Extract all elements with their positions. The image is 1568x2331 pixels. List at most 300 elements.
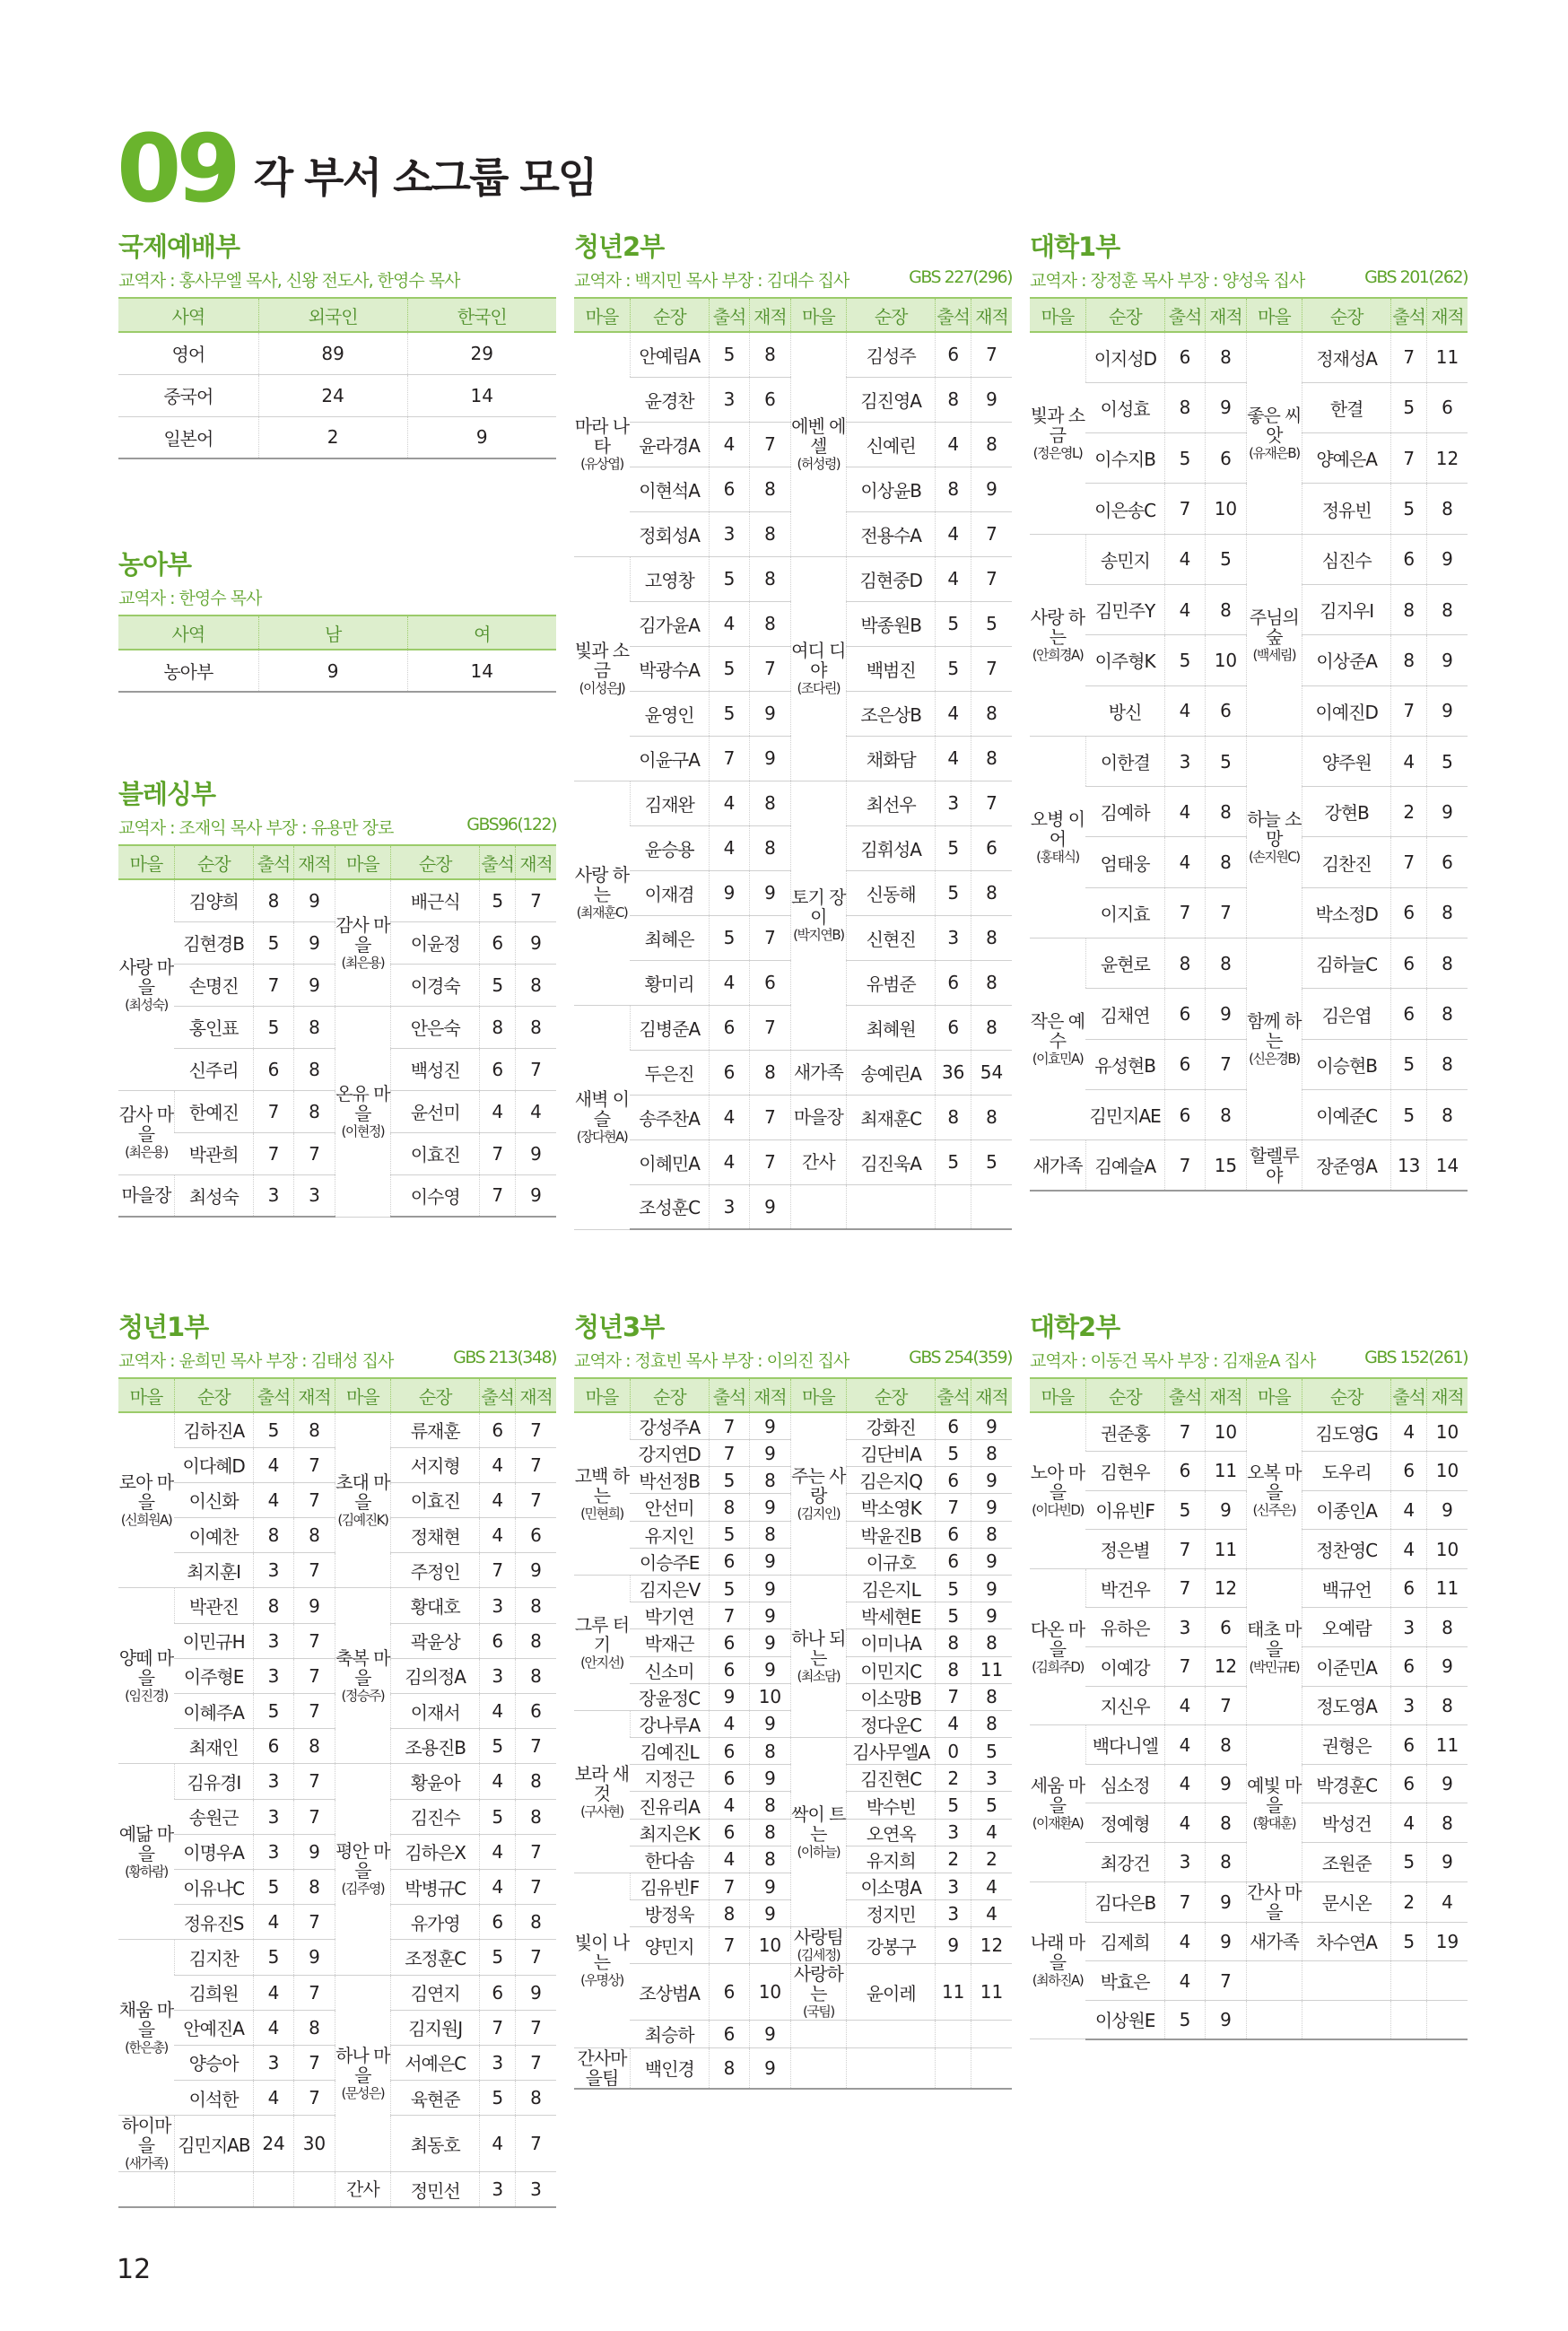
enrolled: 9: [971, 467, 1012, 511]
table-cell: 9: [258, 650, 407, 692]
blessing-block: [118, 779, 556, 1218]
col-header: 마을: [1246, 1378, 1302, 1412]
village-leader: (김예진K): [337, 1512, 388, 1529]
col-header: 순장: [847, 298, 936, 332]
section-title: 각 부서 소그룹 모임: [253, 153, 597, 202]
attendance: 4: [480, 1518, 516, 1553]
col-header: 사역: [118, 615, 258, 650]
enrolled: 10: [1427, 1412, 1468, 1452]
empty-cell: [1246, 1961, 1302, 2001]
col-header: 마을: [790, 1378, 846, 1412]
enrolled: 8: [971, 422, 1012, 467]
leader-name: 양민지: [630, 1927, 709, 1964]
attendance: 7: [1164, 1647, 1205, 1687]
attendance: 7: [709, 1927, 749, 1964]
leader-name: 김양희: [174, 879, 253, 921]
gbs-count: GBS 213(348): [453, 1348, 556, 1367]
col-header: 출석: [1164, 298, 1205, 332]
attendance: 8: [936, 1656, 971, 1683]
village-cell: [790, 781, 846, 1050]
enrolled: 5: [1206, 736, 1246, 786]
leader-name: 유하은: [1085, 1608, 1164, 1647]
leader-name: 오연옥: [847, 1819, 936, 1846]
leader-name: 이미나A: [847, 1629, 936, 1656]
leader-name: 김하늘C: [1302, 939, 1391, 989]
village-name: 새가족: [793, 1061, 843, 1083]
leader-name: 윤라경A: [630, 422, 709, 467]
attendance: 3: [1391, 1608, 1427, 1647]
village-cell: [1030, 736, 1085, 938]
col-header: 출석: [253, 1378, 293, 1412]
leader-name: 김연지: [391, 1975, 480, 2010]
attendance: 4: [480, 1482, 516, 1517]
leader-name: 이재겸: [630, 870, 709, 915]
leader-name: 정유진S: [174, 1905, 253, 1940]
col-header: 출석: [480, 1378, 516, 1412]
table-row: [118, 1975, 556, 2010]
leader-name: 안예진A: [174, 2010, 253, 2045]
enrolled: 8: [1427, 1608, 1468, 1647]
leader-name: 이윤정: [391, 921, 480, 964]
enrolled: 9: [1206, 1764, 1246, 1803]
attendance: 3: [253, 1799, 293, 1834]
attendance: 4: [480, 1090, 516, 1132]
attendance: 6: [1391, 1452, 1427, 1491]
block-title: 블레싱부: [118, 779, 216, 809]
village-leader: (홍태식): [1036, 848, 1079, 865]
leader-name: 박광수A: [630, 646, 709, 691]
youth2-table: [574, 297, 1012, 1230]
village-leader: (문성은): [341, 2084, 385, 2101]
attendance: 4: [1391, 736, 1427, 786]
village-cell: [574, 1873, 630, 2048]
enrolled: 8: [516, 1658, 556, 1693]
enrolled: 8: [1427, 989, 1468, 1039]
table-row: [574, 1738, 1012, 1765]
leader-name: 이승현B: [1302, 1039, 1391, 1089]
attendance: 6: [1391, 1568, 1427, 1608]
enrolled: 7: [971, 556, 1012, 601]
enrolled: 8: [516, 2081, 556, 2116]
enrolled: 8: [971, 1683, 1012, 1710]
attendance: 5: [480, 1940, 516, 1975]
youth3-block: [574, 1312, 1012, 2090]
leader-name: 방신: [1085, 685, 1164, 736]
village-leader: (최소담): [797, 1668, 841, 1684]
enrolled: 7: [516, 1729, 556, 1764]
enrolled: 9: [294, 964, 335, 1006]
leader-name: 김유경I: [174, 1764, 253, 1799]
enrolled: 9: [750, 870, 790, 915]
col-header: 재적: [294, 845, 335, 879]
attendance: 6: [1391, 887, 1427, 938]
col-header: 재적: [1206, 1378, 1246, 1412]
table-cell: 9: [407, 416, 556, 458]
block-subtitle-row: [574, 1348, 1012, 1372]
enrolled: 9: [750, 1765, 790, 1792]
enrolled: 8: [971, 1005, 1012, 1050]
attendance: 4: [936, 422, 971, 467]
village-name: 사랑 하는: [1030, 606, 1085, 648]
enrolled: 7: [1206, 1039, 1246, 1089]
village-cell: [574, 2047, 630, 2089]
village-leader: (민현희): [580, 1505, 623, 1522]
attendance: 3: [936, 915, 971, 960]
leader-name: 이상윤B: [847, 467, 936, 511]
enrolled: 7: [294, 1905, 335, 1940]
attendance: 6: [480, 1412, 516, 1447]
leader-name: 김병준A: [630, 1005, 709, 1050]
leader-name: 박선정B: [630, 1467, 709, 1494]
village-cell: [335, 1588, 390, 1764]
enrolled: 8: [971, 1521, 1012, 1548]
attendance: 4: [253, 2010, 293, 2045]
col-header: 재적: [1206, 298, 1246, 332]
col-header: 순장: [1302, 298, 1391, 332]
empty-cell: [936, 1184, 971, 1229]
attendance: 6: [253, 1729, 293, 1764]
leader-name: 김은지L: [847, 1575, 936, 1602]
village-name: 예빛 마을: [1247, 1774, 1302, 1816]
leader-name: 두은진: [630, 1050, 709, 1095]
attendance: 5: [1391, 382, 1427, 432]
village-leader: (장다현A): [576, 1129, 628, 1145]
leader-name: 김은지Q: [847, 1467, 936, 1494]
leader-name: 주정인: [391, 1553, 480, 1588]
village-leader: (김세정): [797, 1947, 841, 1964]
leader-name: 이혜민A: [630, 1139, 709, 1184]
empty-cell: [790, 1184, 846, 1229]
leader-name: 최재인: [174, 1729, 253, 1764]
table-row: [574, 2021, 1012, 2047]
attendance: 7: [1391, 433, 1427, 484]
leader-name: 신예린: [847, 422, 936, 467]
leader-name: 최선우: [847, 781, 936, 825]
village-leader: (박지연B): [793, 927, 844, 943]
leader-name: 김사무엘A: [847, 1738, 936, 1765]
village-leader: (이다빈D): [1032, 1502, 1084, 1519]
village-cell: [790, 556, 846, 781]
village-name: 여디 디야: [791, 640, 846, 681]
attendance: 8: [936, 1629, 971, 1656]
leader-name: 윤경찬: [630, 377, 709, 422]
table-row: [574, 332, 1012, 377]
enrolled: 8: [1206, 1843, 1246, 1882]
table-row: [118, 1412, 556, 1447]
village-cell: [790, 1964, 846, 2021]
col-header: 순장: [174, 845, 253, 879]
leader-name: 조성훈C: [630, 1184, 709, 1229]
table-row: [1030, 2000, 1468, 2039]
attendance: 6: [709, 2021, 749, 2047]
village-leader: (이현정): [341, 1122, 385, 1139]
attendance: 4: [480, 1694, 516, 1729]
enrolled: 6: [1427, 382, 1468, 432]
leader-name: 손명진: [174, 964, 253, 1006]
table-row: [574, 1184, 1012, 1229]
international-block: [118, 231, 556, 459]
col-header: 출석: [936, 298, 971, 332]
attendance: 5: [936, 1602, 971, 1629]
leader-name: 권준홍: [1085, 1412, 1164, 1452]
village-cell: [1246, 736, 1302, 938]
table-row: [118, 2172, 556, 2207]
enrolled: 9: [750, 1900, 790, 1927]
enrolled: 9: [1427, 1843, 1468, 1882]
college2-table: [1030, 1377, 1468, 2040]
gbs-count: GBS 227(296): [909, 267, 1012, 287]
attendance: 7: [709, 1412, 749, 1440]
leader-name: 박성건: [1302, 1803, 1391, 1843]
leader-name: 조은상B: [847, 691, 936, 736]
attendance: 5: [480, 1729, 516, 1764]
attendance: 4: [1391, 1490, 1427, 1530]
attendance: 5: [253, 921, 293, 964]
leader-name: 백범진: [847, 646, 936, 691]
attendance: 4: [1164, 1764, 1205, 1803]
enrolled: 8: [750, 825, 790, 870]
enrolled: 5: [971, 1139, 1012, 1184]
leader-name: 심진수: [1302, 534, 1391, 584]
attendance: 2: [1391, 1881, 1427, 1922]
village-name: 간사마을팀: [577, 2047, 627, 2089]
attendance: 5: [936, 1575, 971, 1602]
leader-name: 이예강: [1085, 1647, 1164, 1687]
leader-name: 홍인표: [174, 1006, 253, 1048]
attendance: 5: [1391, 1089, 1427, 1139]
attendance: 4: [1164, 1725, 1205, 1765]
table-row: [1030, 1140, 1468, 1191]
empty-cell: [790, 2047, 846, 2089]
leader-name: 김다은B: [1085, 1881, 1164, 1922]
enrolled: 9: [971, 1602, 1012, 1629]
enrolled: 9: [1206, 1490, 1246, 1530]
attendance: 8: [480, 1006, 516, 1048]
enrolled: 6: [750, 377, 790, 422]
attendance: 3: [253, 1658, 293, 1693]
enrolled: 8: [294, 1518, 335, 1553]
attendance: 36: [936, 1050, 971, 1095]
leader-name: 김민지AB: [174, 2116, 253, 2172]
attendance: 7: [1164, 1568, 1205, 1608]
attendance: 4: [253, 2081, 293, 2116]
leader-name: 전용수A: [847, 511, 936, 556]
enrolled: 8: [294, 1048, 335, 1090]
enrolled: 7: [971, 511, 1012, 556]
village-cell: [118, 879, 174, 1090]
leader-name: 최지훈I: [174, 1553, 253, 1588]
attendance: 8: [709, 1494, 749, 1521]
enrolled: 7: [516, 1940, 556, 1975]
village-leader: (김지인): [797, 1505, 841, 1522]
empty-cell: [971, 2047, 1012, 2089]
attendance: 6: [1164, 1452, 1205, 1491]
enrolled: 9: [1427, 1490, 1468, 1530]
village-name: 오병 이어: [1030, 808, 1085, 850]
empty-cell: [1391, 1961, 1427, 2001]
enrolled: 7: [750, 915, 790, 960]
enrolled: 12: [1206, 1647, 1246, 1687]
village-name: 에벤 에셀: [791, 415, 846, 458]
leader-name: 김진현C: [847, 1765, 936, 1792]
attendance: 13: [1391, 1140, 1427, 1191]
col-header: 출석: [1391, 1378, 1427, 1412]
empty-cell: [174, 2172, 253, 2207]
col-header: 재적: [971, 298, 1012, 332]
enrolled: 9: [294, 1940, 335, 1975]
village-leader: (국팀): [802, 2004, 834, 2021]
attendance: 4: [709, 960, 749, 1005]
enrolled: 8: [1206, 332, 1246, 382]
leader-name: 김하은X: [391, 1834, 480, 1869]
col-header: 재적: [294, 1378, 335, 1412]
attendance: 8: [936, 467, 971, 511]
leader-name: 유지희: [847, 1846, 936, 1873]
attendance: 5: [480, 964, 516, 1006]
village-cell: [574, 1575, 630, 1710]
attendance: 6: [1164, 989, 1205, 1039]
village-leader: (임진경): [125, 1687, 168, 1704]
col-header: 여: [407, 615, 556, 650]
col-header: 순장: [847, 1378, 936, 1412]
attendance: 7: [709, 1440, 749, 1467]
col-header: 출석: [1391, 298, 1427, 332]
leader-name: 한예진: [174, 1090, 253, 1132]
leader-name: 백규언: [1302, 1568, 1391, 1608]
attendance: 6: [709, 1765, 749, 1792]
table-row: [118, 650, 556, 692]
village-cell: [1030, 332, 1085, 534]
col-header: 순장: [1085, 298, 1164, 332]
table-row: [574, 1964, 1012, 2021]
attendance: 6: [936, 960, 971, 1005]
enrolled: 7: [750, 422, 790, 467]
leader-name: 정유빈: [1302, 484, 1391, 534]
attendance: 4: [253, 1975, 293, 2010]
village-cell: [335, 2172, 390, 2207]
attendance: 2: [1391, 787, 1427, 837]
attendance: 7: [709, 1873, 749, 1900]
attendance: 7: [1391, 837, 1427, 887]
attendance: 4: [936, 691, 971, 736]
gbs-count: GBS 201(262): [1364, 267, 1468, 287]
enrolled: 9: [971, 377, 1012, 422]
empty-cell: [936, 2021, 971, 2047]
leader-name: 정회성A: [630, 511, 709, 556]
enrolled: 8: [1206, 1725, 1246, 1765]
enrolled: 7: [294, 1132, 335, 1174]
enrolled: 9: [294, 1588, 335, 1623]
enrolled: 11: [971, 1964, 1012, 2021]
attendance: 3: [253, 1623, 293, 1658]
attendance: 4: [253, 1482, 293, 1517]
leader-name: 김현중D: [847, 556, 936, 601]
attendance: 6: [480, 1623, 516, 1658]
enrolled: 9: [750, 2047, 790, 2089]
col-header: 마을: [118, 845, 174, 879]
attendance: 6: [1391, 939, 1427, 989]
village-name: 간사: [802, 1151, 835, 1173]
table-row: [574, 1412, 1012, 1440]
col-header: 출석: [936, 1378, 971, 1412]
attendance: 4: [936, 511, 971, 556]
village-name: 축복 마을: [335, 1646, 390, 1689]
col-header: 재적: [516, 845, 556, 879]
village-name: 태초 마을: [1247, 1618, 1302, 1660]
leader-name: 조정훈C: [391, 1940, 480, 1975]
enrolled: 3: [971, 1765, 1012, 1792]
attendance: 4: [709, 825, 749, 870]
table-row: [574, 1927, 1012, 1964]
table-cell: 89: [258, 332, 407, 374]
enrolled: 7: [294, 1482, 335, 1517]
enrolled: 7: [516, 1447, 556, 1482]
table-row: [1030, 1412, 1468, 1452]
leader-name: 진유리A: [630, 1792, 709, 1819]
attendance: 7: [480, 1553, 516, 1588]
village-name: 작은 예수: [1030, 1010, 1085, 1052]
village-cell: [1030, 1568, 1085, 1724]
leader-name: 최승하: [630, 2021, 709, 2047]
enrolled: 2: [971, 1846, 1012, 1873]
attendance: 6: [1164, 1039, 1205, 1089]
col-header: 출석: [709, 1378, 749, 1412]
college2-block: [1030, 1312, 1468, 2040]
enrolled: 8: [1427, 939, 1468, 989]
village-leader: (신은경B): [1249, 1051, 1300, 1068]
enrolled: 8: [294, 1729, 335, 1764]
attendance: 4: [1164, 1803, 1205, 1843]
village-name: 싹이 트는: [791, 1803, 846, 1846]
village-name: 사랑하는: [793, 1963, 843, 2005]
enrolled: 8: [750, 1819, 790, 1846]
leader-name: 박관희: [174, 1132, 253, 1174]
block-subtitle: 교역자 : 장정훈 목사 부장 : 양성욱 집사: [1030, 271, 1305, 291]
leader-name: 이석한: [174, 2081, 253, 2116]
enrolled: 8: [1206, 1089, 1246, 1139]
enrolled: 11: [1427, 1725, 1468, 1765]
col-header: 출석: [1164, 1378, 1205, 1412]
village-cell: [574, 1005, 630, 1229]
table-cell: 농아부: [118, 650, 258, 692]
attendance: 4: [709, 422, 749, 467]
leader-name: 박효은: [1085, 1961, 1164, 2001]
attendance: 5: [936, 1792, 971, 1819]
block-subtitle: 교역자 : 정효빈 목사 부장 : 이의진 집사: [574, 1351, 849, 1371]
col-header: 출석: [709, 298, 749, 332]
attendance: 8: [253, 879, 293, 921]
village-name: 빛과 소금: [1030, 404, 1085, 446]
leader-name: 이예준C: [1302, 1089, 1391, 1139]
enrolled: 19: [1427, 1922, 1468, 1961]
col-header: 마을: [1246, 298, 1302, 332]
leader-name: 이수영: [391, 1174, 480, 1217]
village-cell: [790, 1575, 846, 1737]
enrolled: 8: [294, 2010, 335, 2045]
table-row: [118, 1764, 556, 1799]
enrolled: 9: [750, 1873, 790, 1900]
table-row: [1030, 1568, 1468, 1608]
village-leader: (유재은B): [1249, 444, 1300, 461]
attendance: 6: [709, 1050, 749, 1095]
leader-name: 장윤정C: [630, 1683, 709, 1710]
attendance: 4: [936, 1710, 971, 1737]
youth2-block: [574, 231, 1012, 1230]
enrolled: 6: [1427, 837, 1468, 887]
village-cell: [335, 1975, 390, 2172]
attendance: 6: [1391, 989, 1427, 1039]
village-leader: (구사현): [580, 1803, 623, 1820]
